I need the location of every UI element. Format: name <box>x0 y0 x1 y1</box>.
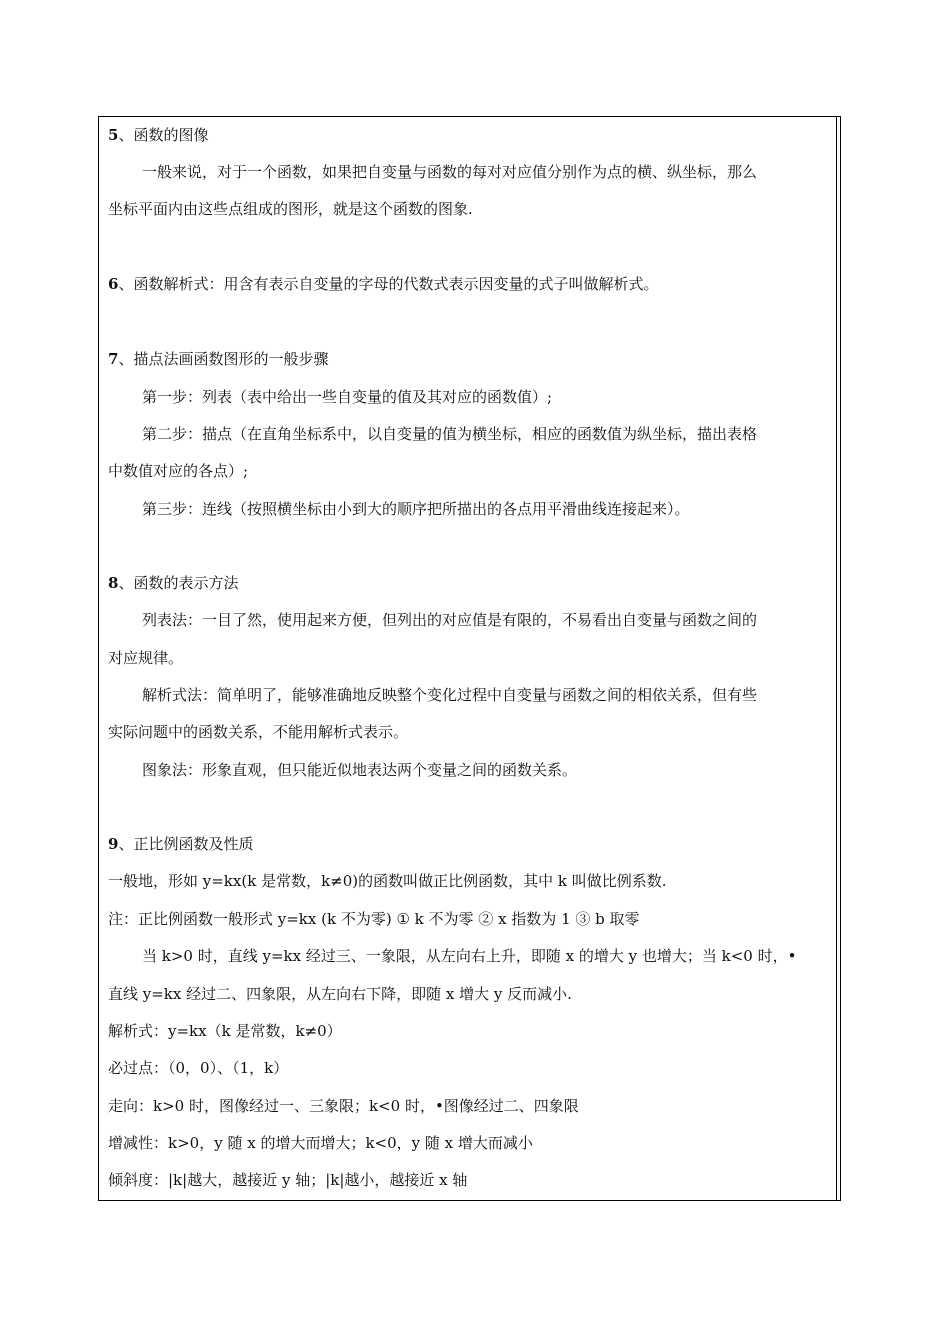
section-8-heading <box>108 572 832 594</box>
section-number: 8 <box>108 574 119 592</box>
section-title: 、描点法画函数图形的一般步骤 <box>118 350 329 368</box>
section-9-heading <box>108 833 832 855</box>
section-title: 、函数的表示方法 <box>118 574 239 592</box>
paragraph-line: 增减性：k>0，y 随 x 的增大而增大；k<0，y 随 x 增大而减小 <box>108 1134 533 1152</box>
paragraph-line: 中数值对应的各点）; <box>108 462 249 480</box>
paragraph-line: 第一步：列表（表中给出一些自变量的值及其对应的函数值）; <box>142 388 553 406</box>
paragraph-line: 列表法：一目了然，使用起来方便，但列出的对应值是有限的，不易看出自变量与函数之间的 <box>142 611 758 629</box>
section-number: 9 <box>108 835 119 853</box>
paragraph-line: 解析式法：简单明了，能够准确地反映整个变化过程中自变量与函数之间的相依关系，但有些 <box>142 686 758 704</box>
paragraph-line: 第三步：连线（按照横坐标由小到大的顺序把所描出的各点用平滑曲线连接起来）。 <box>142 500 690 518</box>
paragraph-line: 走向：k>0 时，图像经过一、三象限；k<0 时，•图像经过二、四象限 <box>108 1097 579 1115</box>
frame-double-border <box>836 116 837 1201</box>
paragraph-line: 实际问题中的函数关系，不能用解析式表示。 <box>108 723 409 741</box>
section-number: 6 <box>108 275 119 293</box>
section-title: 、函数的图像 <box>118 126 209 144</box>
paragraph-line: 注：正比例函数一般形式 y=kx (k 不为零) ① k 不为零 ② x 指数为 1 ③ b 取零 <box>108 910 640 928</box>
paragraph-line: 第二步：描点（在直角坐标系中，以自变量的值为横坐标，相应的函数值为纵坐标，描出表格 <box>142 425 758 443</box>
paragraph-line: 倾斜度：|k|越大，越接近 y 轴；|k|越小，越接近 x 轴 <box>108 1171 468 1189</box>
paragraph-line: 对应规律。 <box>108 649 184 667</box>
paragraph-line: 直线 y=kx 经过二、四象限，从左向右下降，即随 x 增大 y 反而减小. <box>108 985 572 1003</box>
section-5-heading <box>108 124 832 146</box>
paragraph-line: 一般来说，对于一个函数，如果把自变量与函数的每对对应值分别作为点的横、纵坐标，那么 <box>142 163 758 181</box>
paragraph-line: 图象法：形象直观，但只能近似地表达两个变量之间的函数关系。 <box>142 761 578 779</box>
section-7-heading <box>108 348 832 370</box>
section-number: 5 <box>108 126 119 144</box>
section-6-heading <box>108 273 832 295</box>
section-title: 、正比例函数及性质 <box>118 835 254 853</box>
paragraph-line: 当 k>0 时，直线 y=kx 经过三、一象限，从左向右上升，即随 x 的增大 y 也增大；当 k<0 时，• <box>142 947 797 965</box>
section-title: 、函数解析式：用含有表示自变量的字母的代数式表示因变量的式子叫做解析式。 <box>118 275 659 293</box>
paragraph-line: 一般地，形如 y=kx(k 是常数，k≠0)的函数叫做正比例函数，其中 k 叫做比例系数. <box>108 872 667 890</box>
paragraph-line: 坐标平面内由这些点组成的图形，就是这个函数的图象. <box>108 200 473 218</box>
paragraph-line: 必过点：（0，0）、（1，k） <box>108 1059 289 1077</box>
paragraph-line: 解析式：y=kx（k 是常数，k≠0） <box>108 1022 342 1040</box>
section-number: 7 <box>108 350 119 368</box>
